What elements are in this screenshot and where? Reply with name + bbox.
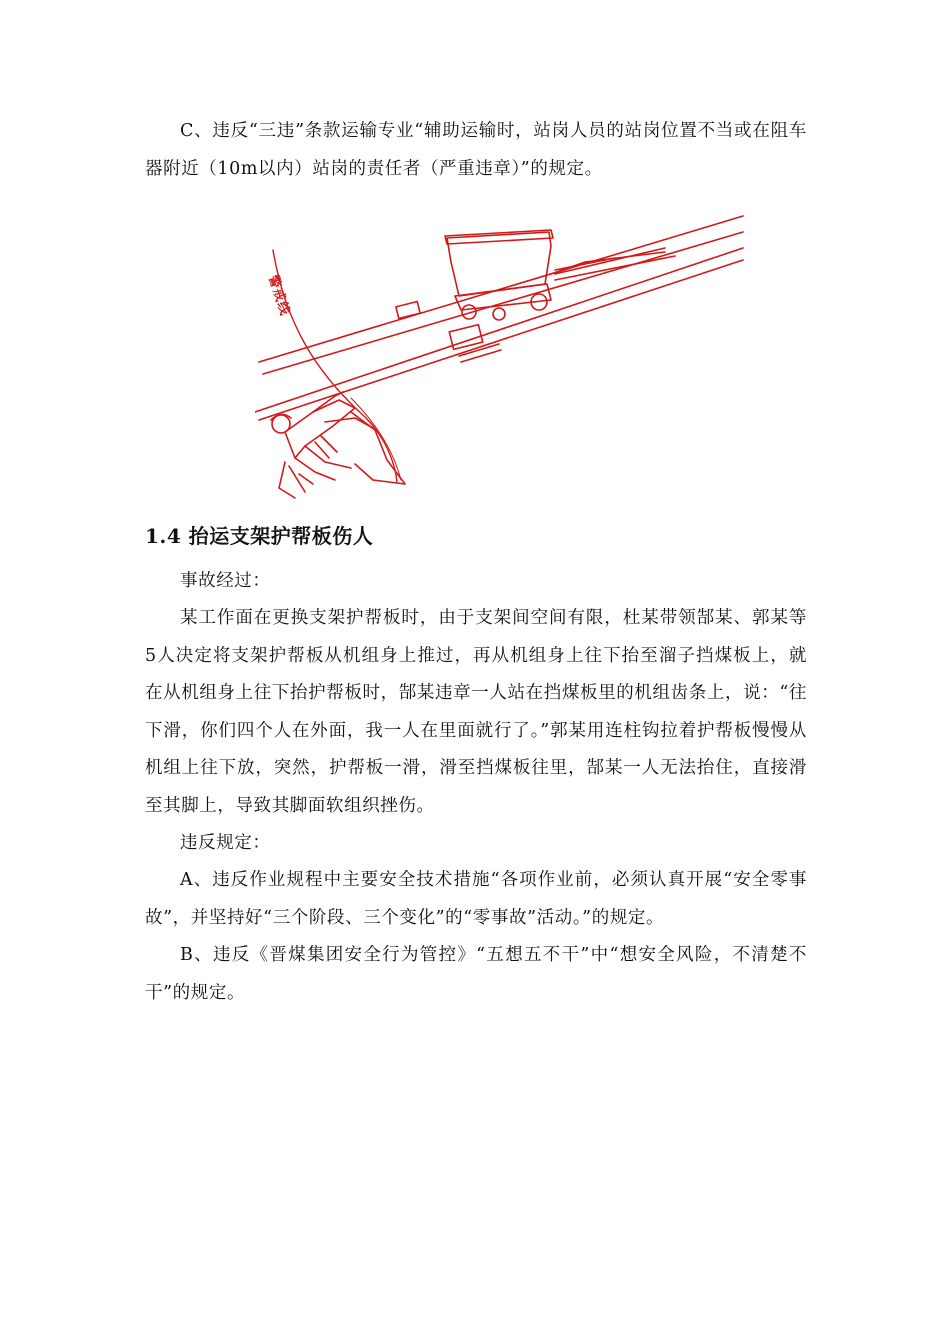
stopper-block-upper <box>396 302 420 319</box>
cart-coupling-2 <box>555 258 615 270</box>
accident-label: 事故经过： <box>180 571 271 591</box>
section-heading: 1.4 抬运支架护帮板伤人 <box>145 524 374 548</box>
accident-paragraph: 某工作面在更换支架护帮板时，由于支架间空间有限，杜某带领郜某、郭某等5人决定将支架护帮板从机组身上推过，再从机组身上往下抬至溜子挡煤板上，就在从机组身上往下抬护帮板时，郜某违章一人站在挡煤板里的机组齿条上，说：“往下滑，你们四个人在外面，我一人在里面就行了。”郭某用连柱钩拉着护帮板慢慢从机组上往下放，突然，护帮板一滑，滑至挡煤板往里，郜某一人无法抬住，直接滑至其脚上，导致其脚面软组织挫伤。 <box>145 608 807 816</box>
violation-label: 违反规定： <box>180 833 271 853</box>
warning-line-label: 警戒线 <box>264 273 293 318</box>
worker-legs-2 <box>279 462 305 498</box>
violation-b-paragraph: B、违反《晋煤集团安全行为管控》“五想五不干”中“想安全风险，不清楚不干”的规定。 <box>145 945 807 1003</box>
worker-arm <box>313 392 343 412</box>
mine-cart-illustration <box>255 212 747 502</box>
violation-c-paragraph: C、违反“三违”条款运输专业“辅助运输时，站岗人员的站岗位置不当或在阻车器附近（10m以内）站岗的责任者（严重违章）”的规定。 <box>145 121 807 179</box>
illustration-drawing <box>255 212 747 502</box>
violation-a-paragraph: A、违反作业规程中主要安全技术措施“各项作业前，必须认真开展“安全零事故”，并坚持好“三个阶段、三个变化”的“零事故”活动。”的规定。 <box>145 870 807 928</box>
worker-detail <box>299 436 337 484</box>
rail-upper-b <box>263 232 743 374</box>
worker-rock <box>351 412 405 484</box>
cart-wheel-mid <box>493 308 505 320</box>
rail-lower-a <box>255 248 743 412</box>
